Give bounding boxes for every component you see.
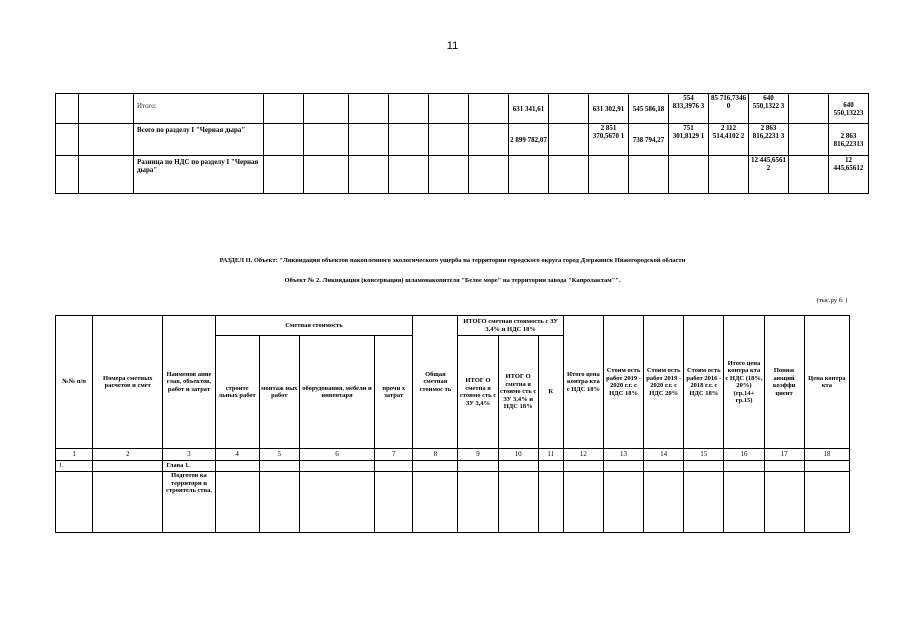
header-contract-nds: Итого цена контра кта с НДС 18% — [563, 316, 603, 449]
row-num — [56, 472, 93, 533]
cell-total-contract: 2 863 816,2231 3 — [749, 124, 789, 156]
cell-total-contract: 12 445,6561 2 — [749, 156, 789, 194]
header-cost-2019-2020-20: Стоим ость работ 2019 - 2020 г.г. с НДС 20% — [644, 316, 684, 449]
header-other: прочи х затрат — [375, 336, 413, 449]
column-number: 6 — [299, 449, 374, 461]
header-itogo-zu-nds: ИТОГ О сметна я стоимо сть с ЗУ 3,4% и НДС 18% — [498, 336, 538, 449]
column-number: 5 — [259, 449, 299, 461]
header-reduce-coef: Пониж ающий коэффи циент — [764, 316, 804, 449]
header-itogo-group: ИТОГО сметная стоимость с ЗУ 3,4% и НДС 18% — [458, 316, 563, 336]
header-row — [56, 316, 850, 336]
cell-cost-2019-18: 554 833,3976 3 — [669, 94, 709, 124]
table-row — [56, 156, 869, 194]
table-row — [56, 124, 869, 156]
row-name: Глава 1. — [163, 461, 215, 472]
column-number: 10 — [498, 449, 538, 461]
cell-contract-price: 12 445,65612 — [829, 156, 869, 194]
column-number: 13 — [603, 449, 643, 461]
table-row — [56, 94, 869, 124]
estimate-table — [55, 315, 850, 533]
column-number: 16 — [724, 449, 764, 461]
column-number: 17 — [764, 449, 804, 461]
row-label: Всего по разделу I "Черная дыра" — [134, 124, 264, 156]
header-contract-price: Цена контра кта — [804, 316, 849, 449]
row-label: Итого: — [134, 94, 264, 124]
column-number: 8 — [413, 449, 458, 461]
cell-itogo-zu-nds: 2 851 370,5670 1 — [589, 124, 629, 156]
header-construction: строите льных работ — [215, 336, 259, 449]
header-cost-2016-2018: Стоим ость работ 2016 - 2018 г.г. с НДС 18% — [684, 316, 724, 449]
header-smeta-group: Сметная стоимость — [215, 316, 413, 336]
column-numbers-row — [56, 449, 850, 461]
column-number: 4 — [215, 449, 259, 461]
units-label: (тыс.ру б. ) — [816, 297, 848, 304]
cell-contract-nds: 738 794,27 — [629, 124, 669, 156]
cell-contract-price: 2 863 816,22313 — [829, 124, 869, 156]
object-title: Объект № 2. Ликвидация (консервация) шламонакопителя "Белое море" на территории завода "Капролактам"". — [284, 277, 621, 284]
header-names: Наименов ание глав, объектов, работ и затрат — [163, 316, 215, 449]
header-equipment: оборудования, мебели и инвентаря — [299, 336, 374, 449]
table-row — [56, 461, 850, 472]
column-number: 2 — [93, 449, 163, 461]
header-cost-2019-2020-18: Стоим ость работ 2019 - 2020 г.г. с НДС 18% — [603, 316, 643, 449]
top-summary-table — [55, 93, 869, 194]
page-number: 11 — [446, 40, 459, 52]
cell-cost-2019-18: 751 301,8129 1 — [669, 124, 709, 156]
cell-contract-price: 640 550,13223 — [829, 94, 869, 124]
column-number: 9 — [458, 449, 498, 461]
header-total: Общая сметная стоимос ть — [413, 316, 458, 449]
header-k: К — [538, 336, 563, 449]
header-total-contract: Итого цена контра кта с НДС (18%, 20%) (гр.14+ гр.15) — [724, 316, 764, 449]
row-name: Подготов ка территори и строитель ства. — [163, 472, 215, 533]
header-num: №№ п/п — [56, 316, 93, 449]
cell-total: 2 899 782,07 — [509, 124, 549, 156]
row-label: Разница по НДС по разделу I "Черная дыра" — [134, 156, 264, 194]
header-itogo-zu: ИТОГ О сметна я стоимо сть с ЗУ 3,4% — [458, 336, 498, 449]
column-number: 3 — [163, 449, 215, 461]
column-number: 11 — [538, 449, 563, 461]
table-row — [56, 472, 850, 533]
column-number: 18 — [804, 449, 849, 461]
column-number: 1 — [56, 449, 93, 461]
column-number: 14 — [644, 449, 684, 461]
column-number: 12 — [563, 449, 603, 461]
cell-total-contract: 640 550,1322 3 — [749, 94, 789, 124]
section-title: РАЗДЕЛ II. Объект: "Ликвидация объектов накопленного экологического ущерба на территории городского округа город Дзержинск Нижегородской области — [219, 257, 686, 264]
cell-cost-2019-20: 85 716,7346 0 — [709, 94, 749, 124]
header-montage: монтаж ных работ — [259, 336, 299, 449]
column-number: 7 — [375, 449, 413, 461]
cell-itogo-zu-nds: 631 302,91 — [589, 94, 629, 124]
cell-total: 631 341,61 — [509, 94, 549, 124]
cell-cost-2019-20: 2 112 514,4102 2 — [709, 124, 749, 156]
header-estimate-numbers: Номера сметных расчетов и смет — [93, 316, 163, 449]
cell-contract-nds: 545 586,18 — [629, 94, 669, 124]
column-number: 15 — [684, 449, 724, 461]
row-num: 1. — [56, 461, 93, 472]
